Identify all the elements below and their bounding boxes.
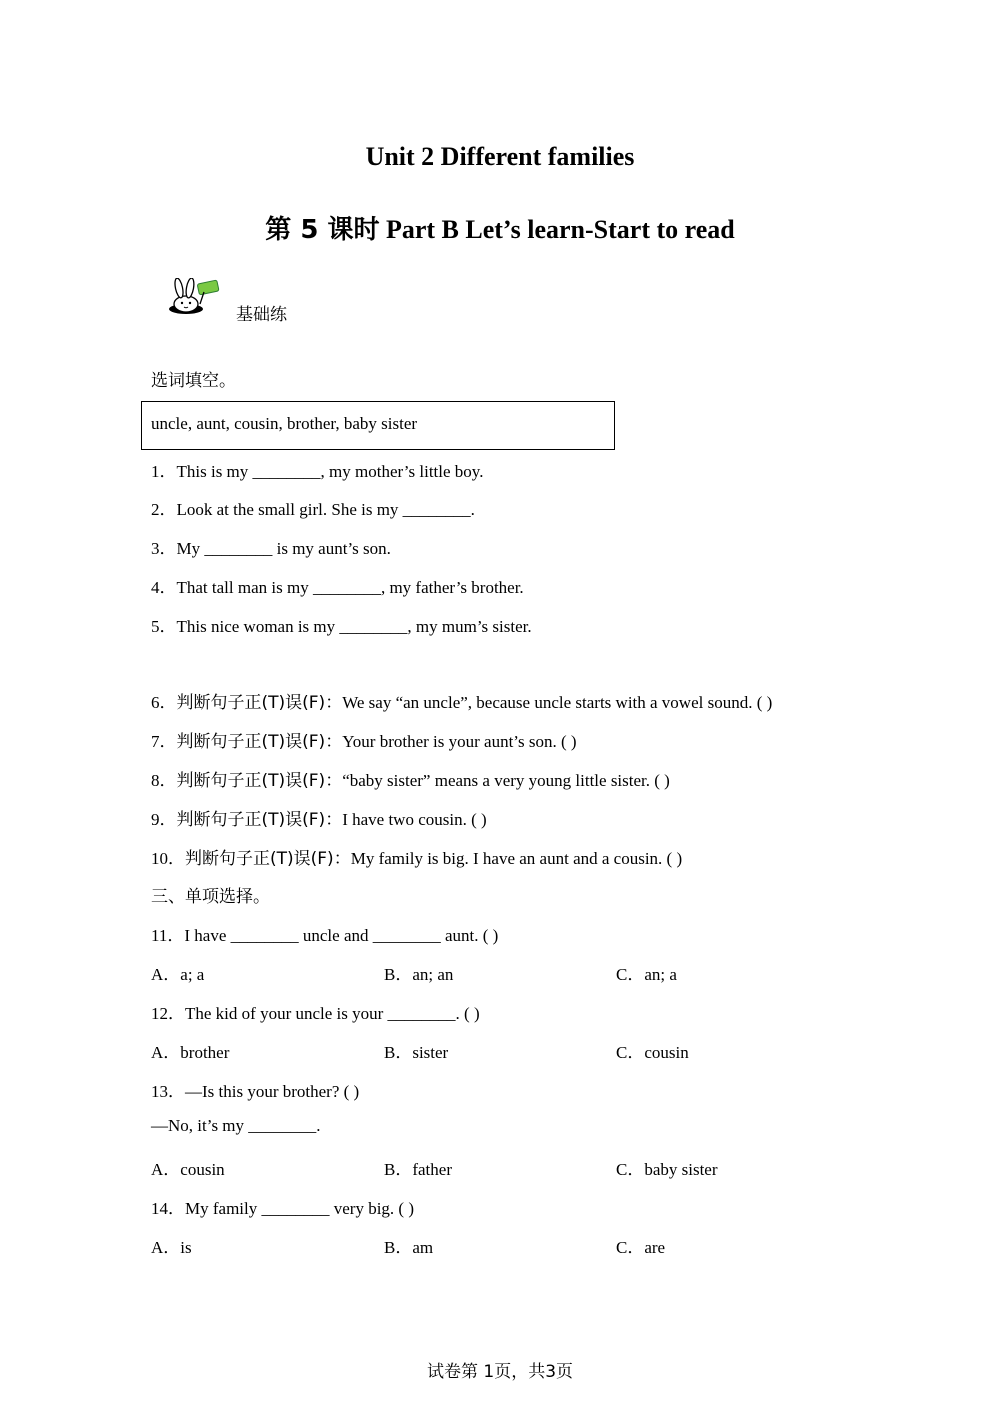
question-12: 12．The kid of your uncle is your ________. ( ) <box>151 1004 480 1023</box>
question-14: 14．My family ________ very big. ( ) <box>151 1199 414 1218</box>
page-footer: 试卷第 1页，共3页 <box>426 1362 574 1382</box>
question-13: 13．—Is this your brother? ( ) <box>151 1082 360 1101</box>
section-label: 基础练 <box>236 305 287 325</box>
question-6: 6．判断句子正(T)误(F)：We say “an uncle”, because uncle starts with a vowel sound. ( ) <box>151 693 773 713</box>
question-7: 7．判断句子正(T)误(F)：Your brother is your aunt’s son. ( ) <box>151 732 577 752</box>
question-9: 9．判断句子正(T)误(F)：I have two cousin. ( ) <box>151 810 487 830</box>
lesson-number: 第 5 课时 <box>265 215 380 245</box>
question-2: 2．Look at the small girl. She is my ________. <box>151 500 475 519</box>
tf-prefix: 判断句子正(T)误(F)： <box>176 771 343 791</box>
option-c[interactable]: C．are <box>616 1238 666 1257</box>
option-a[interactable]: A．is <box>151 1238 192 1257</box>
word-box-words: uncle, aunt, cousin, brother, baby sister <box>151 414 418 433</box>
option-c[interactable]: C．baby sister <box>616 1160 718 1179</box>
option-a[interactable]: A．cousin <box>151 1160 225 1179</box>
question-11: 11．I have ________ uncle and ________ aunt. ( ) <box>151 926 499 945</box>
page-title: Unit 2 Different families <box>365 142 635 171</box>
question-1: 1．This is my ________, my mother’s little boy. <box>151 462 484 481</box>
tf-prefix: 判断句子正(T)误(F)： <box>176 810 343 830</box>
question-5: 5．This nice woman is my ________, my mum’s sister. <box>151 617 532 636</box>
tf-prefix: 判断句子正(T)误(F)： <box>176 732 343 752</box>
option-b[interactable]: B．an; an <box>384 965 454 984</box>
bunny-icon <box>166 278 222 318</box>
option-b[interactable]: B．am <box>384 1238 434 1257</box>
question-10: 10．判断句子正(T)误(F)：My family is big. I have an aunt and a cousin. ( ) <box>151 849 683 869</box>
tf-prefix: 判断句子正(T)误(F)： <box>176 693 343 713</box>
question-13-response: —No, it’s my ________. <box>151 1116 321 1135</box>
option-a[interactable]: A．brother <box>151 1043 230 1062</box>
tf-prefix: 判断句子正(T)误(F)： <box>185 849 351 869</box>
option-b[interactable]: B．father <box>384 1160 452 1179</box>
instruction-fill: 选词填空。 <box>151 371 236 391</box>
lesson-subtitle <box>0 209 1000 246</box>
question-3: 3．My ________ is my aunt’s son. <box>151 539 391 558</box>
option-a[interactable]: A．a; a <box>151 965 205 984</box>
option-c[interactable]: C．an; a <box>616 965 677 984</box>
question-8: 8．判断句子正(T)误(F)：“baby sister” means a very young little sister. ( ) <box>151 771 670 791</box>
section-3-heading: 三、单项选择。 <box>151 887 270 907</box>
option-b[interactable]: B．sister <box>384 1043 449 1062</box>
word-box <box>141 401 615 450</box>
option-c[interactable]: C．cousin <box>616 1043 689 1062</box>
question-4: 4．That tall man is my ________, my father’s brother. <box>151 578 524 597</box>
lesson-name: Part B Let’s learn-Start to read <box>379 215 735 244</box>
